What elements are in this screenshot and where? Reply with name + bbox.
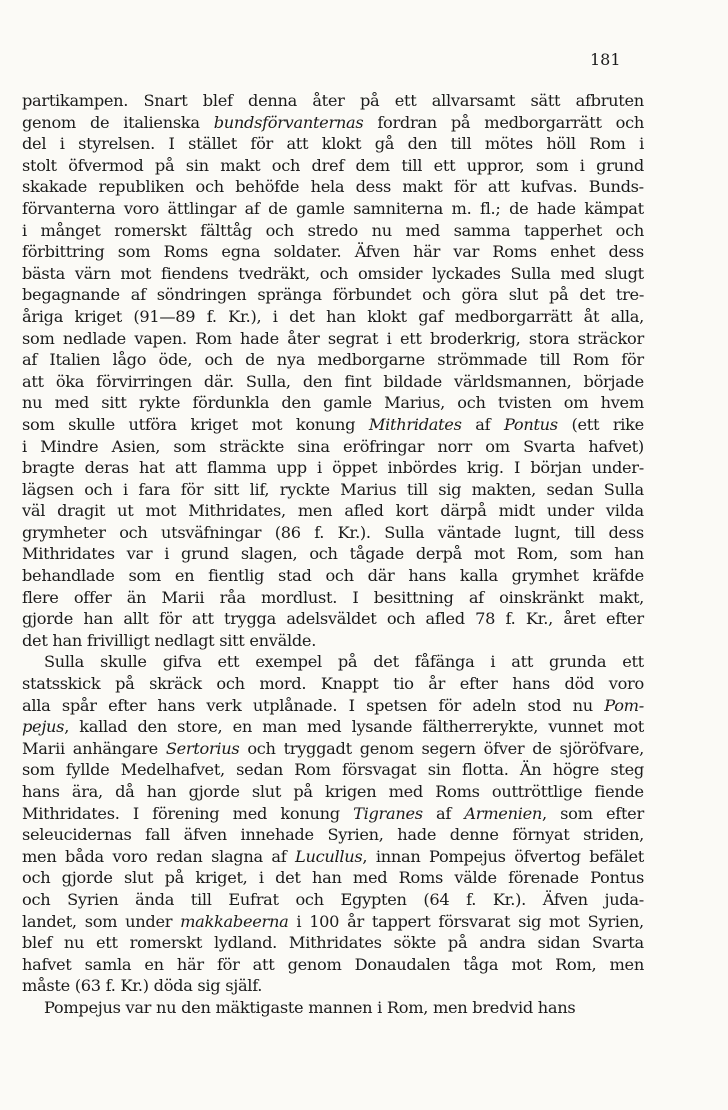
text-line: alla spår efter hans verk utplånade. I spetsen för adeln stod nu Pom-: [22, 695, 644, 715]
text-line: af Italien lågo öde, och de nya medborgarne strömmade till Rom för: [22, 350, 644, 370]
text-line: som nedlade vapen. Rom hade åter segrat i ett broderkrig, stora sträckor: [22, 328, 644, 348]
text-line: Sulla skulle gifva ett exempel på det fåfänga i att grunda ett: [44, 652, 644, 672]
text-line: nu med sitt rykte fördunkla den gamle Marius, och tvisten om hvem: [22, 393, 644, 413]
text-line: pejus, kallad den store, en man med lysande fältherrerykte, vunnet mot: [22, 717, 644, 737]
text-line: blef nu ett romerskt lydland. Mithridates sökte på andra sidan Svarta: [22, 933, 644, 953]
text-line: men båda voro redan slagna af Lucullus, innan Pompejus öfvertog befälet: [22, 846, 644, 866]
text-line: begagnande af söndringen spränga förbundet och göra slut på det tre-: [22, 285, 644, 305]
text-line: behandlade som en fientlig stad och där hans kalla grymhet kräfde: [22, 566, 644, 586]
text-line: i månget romerskt fälttåg och stredo nu med samma tapperhet och: [22, 220, 644, 240]
text-line: åriga kriget (91—89 f. Kr.), i det han klokt gaf medborgarrätt åt alla,: [22, 306, 644, 326]
text-line: väl dragit ut mot Mithridates, men afled kort därpå midt under vilda: [22, 501, 644, 521]
body-text: [22, 90, 644, 1019]
text-line: i Mindre Asien, som sträckte sina eröfringar norr om Svarta hafvet): [22, 436, 644, 456]
text-line: det han frivilligt nedlagt sitt envälde.: [22, 630, 317, 650]
text-line: Mithridates var i grund slagen, och tågade derpå mot Rom, som han: [22, 544, 644, 564]
text-line: hans ära, då han gjorde slut på krigen med Roms outtröttlige fiende: [22, 782, 644, 801]
text-line: bragte deras hat att flamma upp i öppet inbördes krig. I början under-: [22, 458, 644, 478]
text-line: bästa värn mot fiendens tvedräkt, och omsider lyckades Sulla med slugt: [22, 263, 644, 283]
text-line: som fyllde Medelhafvet, sedan Rom försvagat sin flotta. Än högre steg: [22, 760, 644, 780]
text-line: Mithridates. I förening med konung Tigranes af Armenien, som efter: [22, 803, 644, 823]
text-line: förbittring som Roms egna soldater. Äfven här var Roms enhet dess: [22, 242, 644, 262]
text-line: skakade republiken och behöfde hela dess makt för att kufvas. Bunds-: [22, 177, 644, 197]
text-line: statsskick på skräck och mord. Knappt tio år efter hans död voro: [22, 674, 644, 694]
text-line: måste (63 f. Kr.) döda sig själf.: [22, 976, 263, 996]
text-line: förvanterna voro ättlingar af de gamle samniterna m. fl.; de hade kämpat: [22, 198, 644, 218]
page-number: 181: [590, 50, 621, 69]
text-line: stolt öfvermod på sin makt och dref dem till ett uppror, som i grund: [22, 155, 644, 175]
text-line: gjorde han allt för att trygga adelsväldet och afled 78 f. Kr., året efter: [22, 609, 644, 629]
text-line: seleucidernas fall äfven innehade Syrien, hade denne förnyat striden,: [22, 825, 644, 845]
text-line: hafvet samla en här för att genom Donaudalen tåga mot Rom, men: [22, 954, 644, 974]
text-line: flere offer än Marii råa mordlust. I besittning af oinskränkt makt,: [22, 587, 644, 607]
text-line: som skulle utföra kriget mot konung Mithridates af Pontus (ett rike: [22, 414, 644, 434]
text-line: Marii anhängare Sertorius och tryggadt genom segern öfver de sjöröfvare,: [22, 738, 644, 758]
text-line: partikampen. Snart blef denna åter på ett allvarsamt sätt afbruten: [22, 91, 644, 110]
text-line: och Syrien ända till Eufrat och Egypten (64 f. Kr.). Äfven juda-: [22, 889, 644, 909]
text-line: och gjorde slut på kriget, i det han med Roms välde förenade Pontus: [22, 868, 644, 888]
text-line: landet, som under makkabeerna i 100 år tappert försvarat sig mot Syrien,: [22, 911, 644, 931]
text-line: genom de italienska bundsförvanternas fordran på medborgarrätt och: [22, 112, 644, 132]
text-line: lägsen och i fara för sitt lif, ryckte Marius till sig makten, sedan Sulla: [22, 479, 644, 499]
text-line: grymheter och utsväfningar (86 f. Kr.). Sulla väntade lugnt, till dess: [22, 522, 644, 542]
text-line: del i styrelsen. I stället för att klokt gå den till mötes höll Rom i: [22, 134, 644, 154]
text-line: att öka förvirringen där. Sulla, den fint bildade världsmannen, började: [22, 371, 644, 391]
text-line: Pompejus var nu den mäktigaste mannen i Rom, men bredvid hans: [44, 997, 576, 1017]
